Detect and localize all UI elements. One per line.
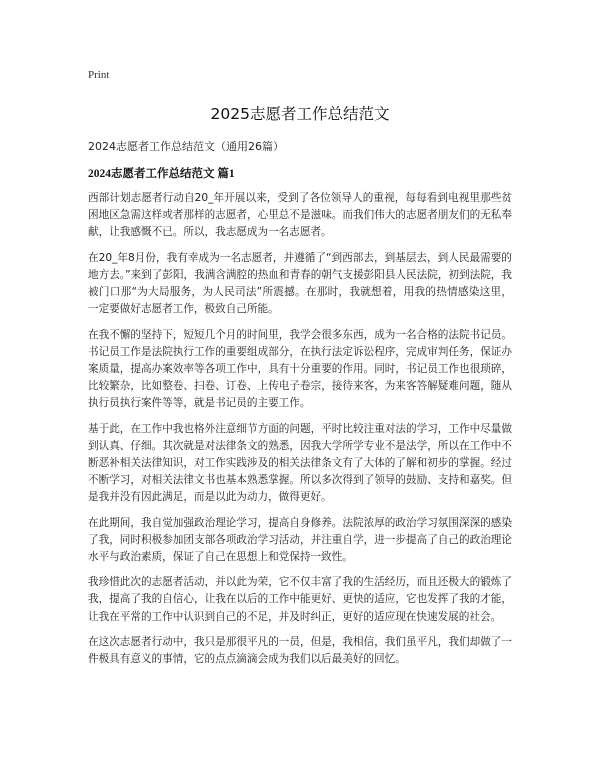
paragraph: 在这次志愿者行动中，我只是那很平凡的一员，但是，我相信，我们虽平凡，我们却做了一件极具有意义的事情，它的点点滴滴会成为我们以后最美好的回忆。 [88,636,512,666]
paragraph: 在我不懈的坚持下，短短几个月的时间里，我学会很多东西，成为一名合格的法院书记员。书记员工作是法院执行工作的重要组成部分，在执行法定诉讼程序，完成审判任务，保证办案质量，提高办案效率等各项工作中，具有十分重要的作用。同时，书记员工作也很琐碎，比较繁杂，比如整卷、扫卷、订卷、上传电子卷宗，接待来客，为来客答解疑难问题，随从执行员执行案件等等，就是书记员的主要工作。 [88,328,512,410]
paragraph: 我珍惜此次的志愿者活动，并以此为荣，它不仅丰富了我的生活经历，而且还极大的锻炼了我，提高了我的自信心，让我在以后的工作中能更好、更快的适应，它也发挥了我的才能，让我在平常的工作中认识到自己的不足，并及时纠正，更好的适应现在快速发展的社会。 [88,576,512,623]
document-subtitle: 2024志愿者工作总结范文（通用26篇） [88,140,284,153]
page-title: 2025志愿者工作总结范文 [210,105,390,123]
paragraph: 在20_年8月份，我有幸成为一名志愿者，并遵循了“到西部去，到基层去，到人民最需要的地方去。”来到了彭阳，我满含满腔的热血和青春的朝气支援彭阳县人民法院，初到法院，我被门口那“为大局服务，为人民司法”所震撼。在那时，我就想着，用我的热情感染这里，一定要做好志愿者工作，极致自己所能。 [88,251,512,316]
paragraph: 在此期间，我自觉加强政治理论学习，提高自身修养。法院浓厚的政治学习氛围深深的感染了我，同时积极参加团支部各项政治学习活动，并注重自学，进一步提高了自己的政治理论水平与政治素质，保证了自己在思想上和党保持一致性。 [88,516,512,563]
section-heading: 2024志愿者工作总结范文 篇1 [88,168,235,180]
paragraph: 基于此，在工作中我也格外注意细节方面的问题，平时比较注重对法的学习，工作中尽量做到认真、仔细。其次就是对法律条文的熟悉，因我大学所学专业不是法学，所以在工作中不断恶补相关法律知识，对工作实践涉及的相关法律条文有了大体的了解和初步的掌握。经过不断学习，对相关法律文书也基本熟悉掌握。所以多次得到了领导的鼓励、支持和嘉奖。但是我并没有因此满足，而是以此为动力，做得更好。 [88,422,512,503]
article-body [88,190,512,668]
paragraph: 西部计划志愿者行动自20_年开展以来，受到了各位领导人的重视，每每看到电视里那些贫困地区急需这样或者那样的志愿者，心里总不是滋味。而我们伟大的志愿者朋友们的无私奉献，让我感慨不已。所以，我志愿成为一名志愿者。 [88,192,512,239]
print-link[interactable]: Print [88,69,110,81]
